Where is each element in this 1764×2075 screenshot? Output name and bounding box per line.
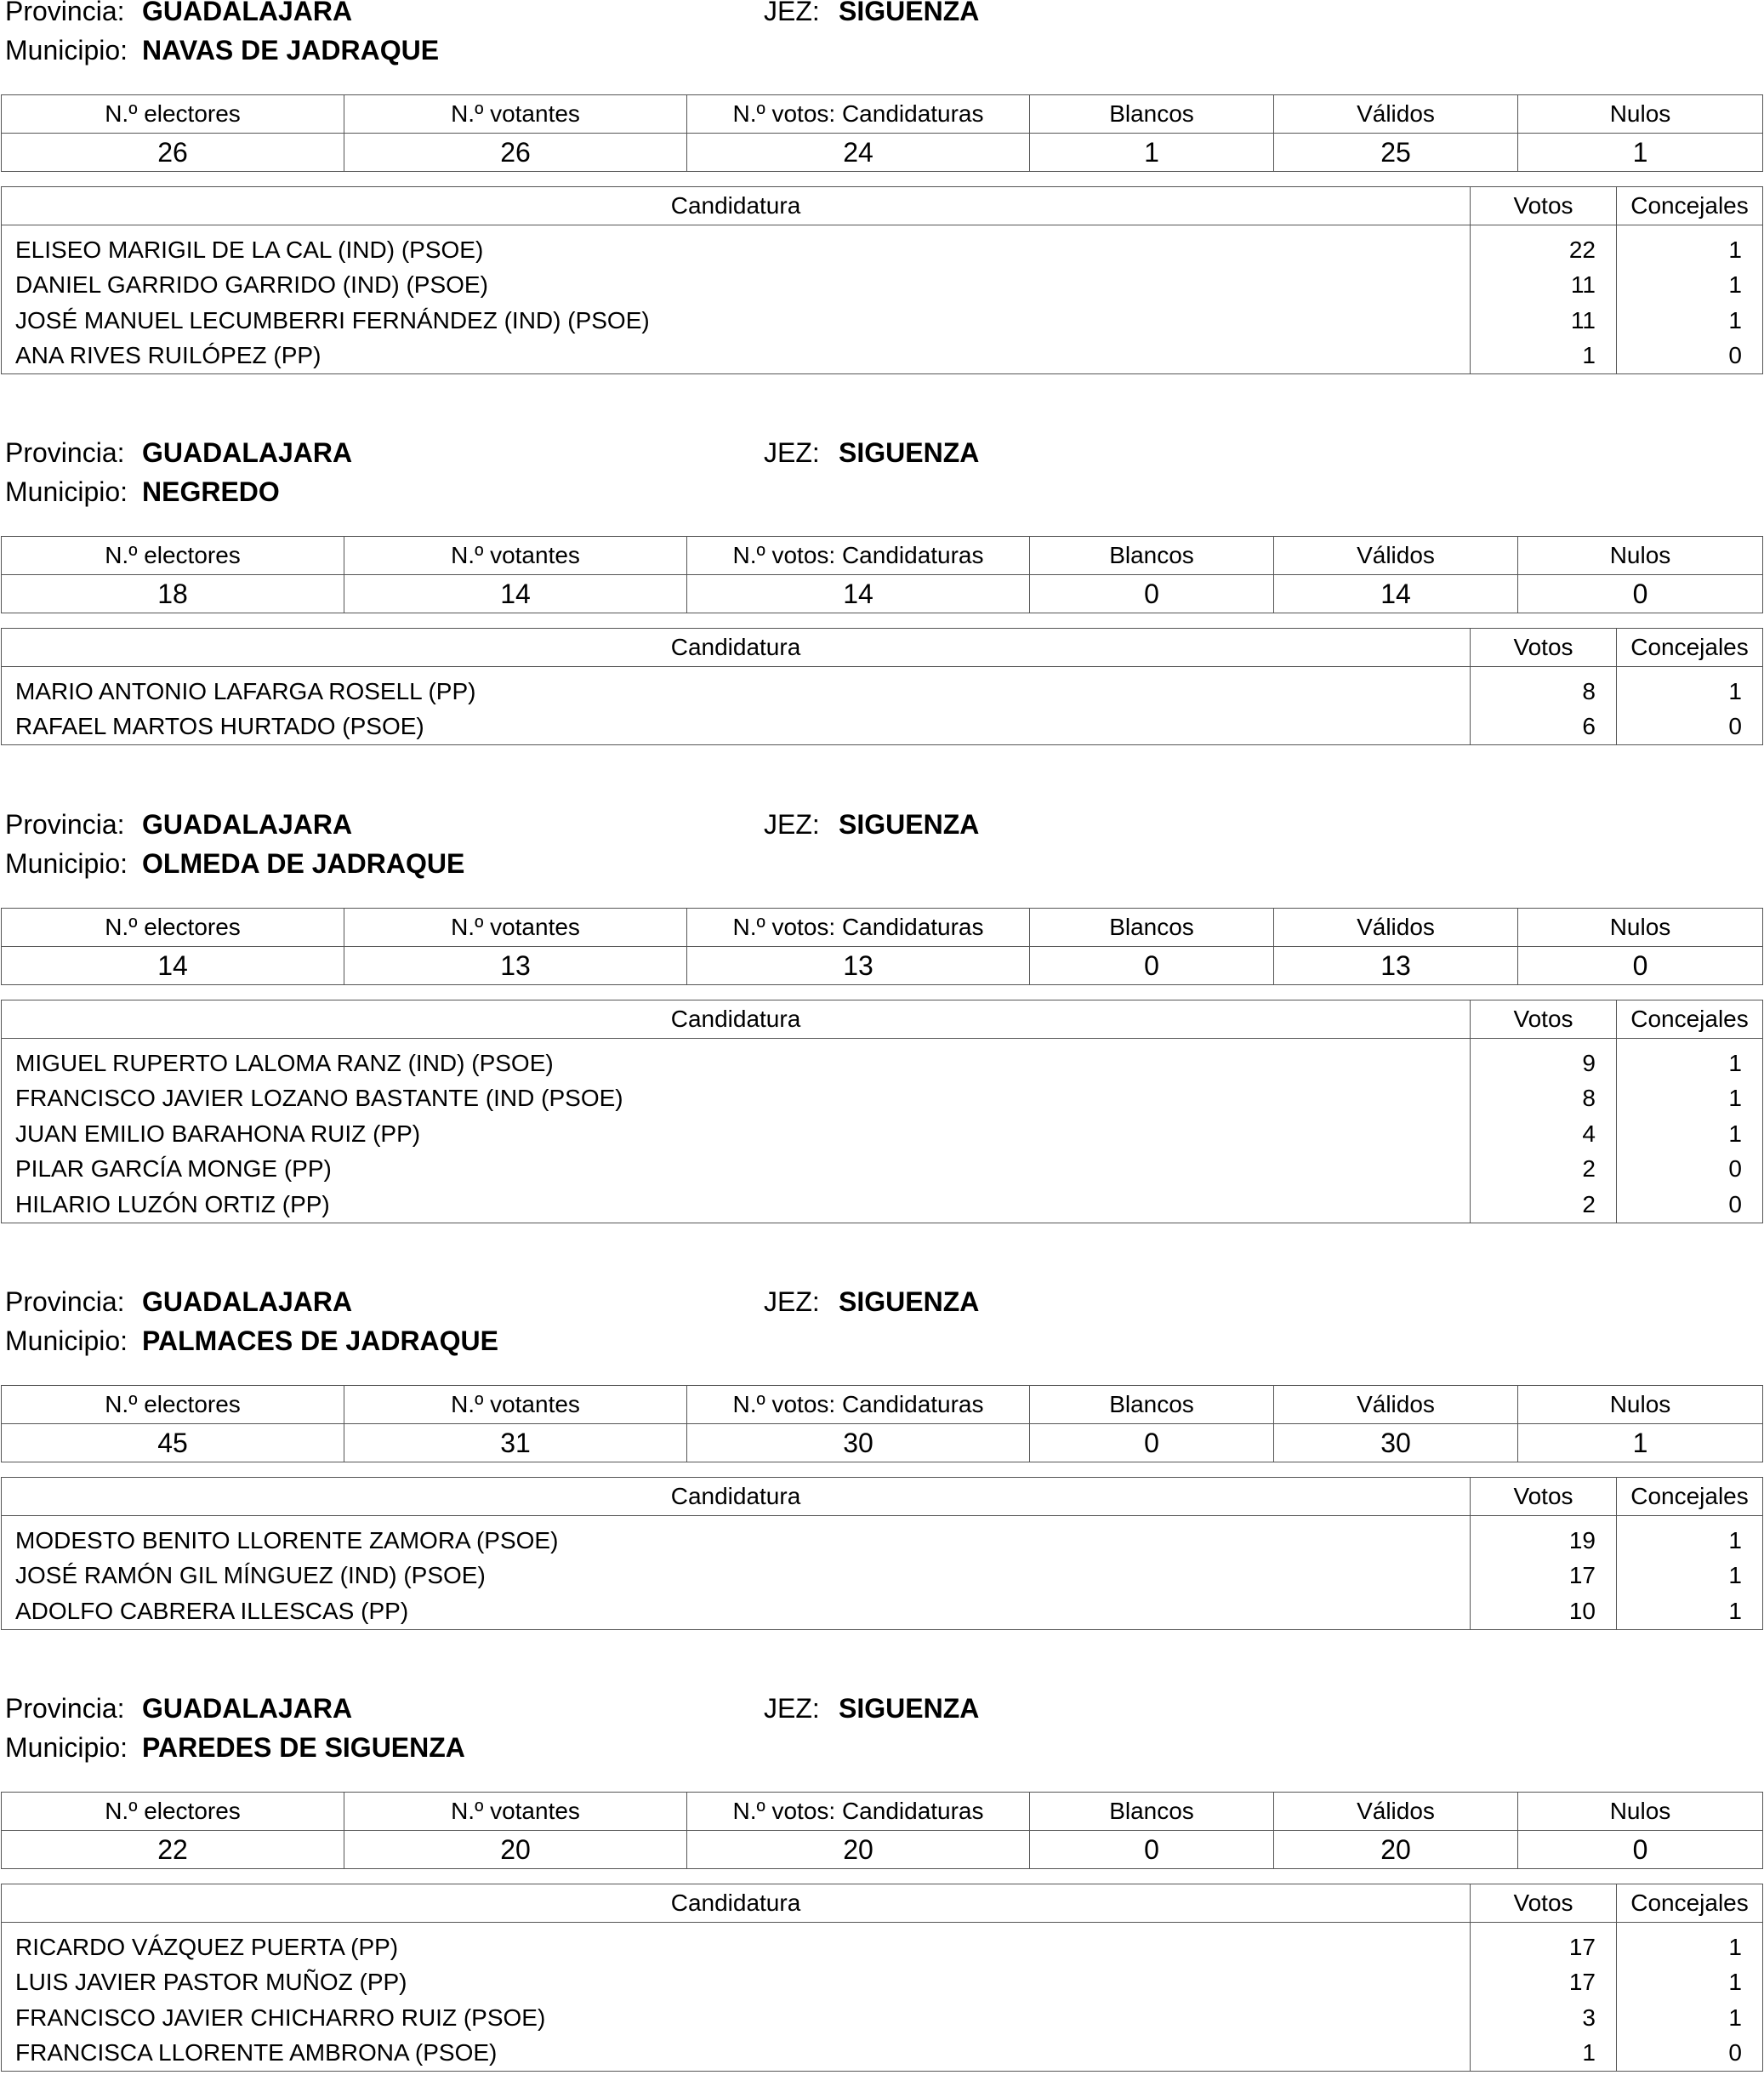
stats-value-row: [2, 947, 1763, 985]
candidate-votos: 8: [1471, 674, 1617, 710]
stats-header-cell: Blancos: [1030, 537, 1274, 575]
stats-value-cell: 14: [344, 575, 687, 613]
stats-header-cell: N.º votantes: [344, 1793, 687, 1831]
provincia-value: GUADALAJARA: [142, 0, 353, 26]
stats-value-cell: 26: [2, 134, 344, 172]
candidate-concejales: 1: [1617, 303, 1763, 339]
candidate-row: [2, 2000, 1763, 2036]
spacer-cell: [1471, 1516, 1617, 1524]
stats-value-cell: 1: [1518, 1424, 1763, 1462]
municipio-value: NAVAS DE JADRAQUE: [142, 35, 440, 66]
stats-header-cell: Válidos: [1274, 909, 1518, 947]
stats-header-cell: N.º electores: [2, 1386, 344, 1424]
candidate-votos: 17: [1471, 1965, 1617, 2001]
provincia-value: GUADALAJARA: [142, 437, 353, 468]
spacer-cell: [2, 1039, 1471, 1046]
candidates-spacer-row: [2, 1516, 1763, 1524]
candidates-header-cell: Votos: [1471, 1000, 1617, 1039]
spacer-cell: [2, 667, 1471, 675]
candidates-header-cell: Candidatura: [2, 187, 1471, 225]
candidates-header-cell: Votos: [1471, 1478, 1617, 1516]
candidate-row: [2, 1593, 1763, 1629]
stats-header-cell: N.º votantes: [344, 1386, 687, 1424]
candidates-header-row: [2, 1478, 1763, 1516]
spacer-cell: [1617, 667, 1763, 675]
header-province-line: [0, 433, 1764, 472]
stats-value-cell: 20: [344, 1831, 687, 1869]
stats-value-row: [2, 1424, 1763, 1462]
candidate-concejales: 1: [1617, 674, 1763, 710]
candidates-spacer-row: [2, 667, 1763, 675]
stats-value-cell: 24: [687, 134, 1030, 172]
stats-value-cell: 0: [1518, 575, 1763, 613]
candidate-concejales: 1: [1617, 1116, 1763, 1152]
provincia-label: Provincia:: [5, 437, 125, 468]
candidate-concejales: 1: [1617, 232, 1763, 268]
candidate-votos: 10: [1471, 1593, 1617, 1629]
candidates-header-cell: Candidatura: [2, 1478, 1471, 1516]
jez-value: SIGUENZA: [839, 1693, 980, 1724]
stats-value-cell: 0: [1518, 1831, 1763, 1869]
candidates-header-cell: Concejales: [1617, 629, 1763, 667]
municipio-value: OLMEDA DE JADRAQUE: [142, 848, 465, 879]
stats-value-cell: 30: [1274, 1424, 1518, 1462]
candidate-name: JUAN EMILIO BARAHONA RUIZ (PP): [2, 1116, 1471, 1152]
candidates-header-cell: Concejales: [1617, 187, 1763, 225]
stats-value-cell: 0: [1030, 1424, 1274, 1462]
spacer-cell: [1471, 667, 1617, 675]
candidate-name: FRANCISCA LLORENTE AMBRONA (PSOE): [2, 2036, 1471, 2072]
candidate-concejales: 0: [1617, 1152, 1763, 1188]
candidate-name: ADOLFO CABRERA ILLESCAS (PP): [2, 1593, 1471, 1629]
candidate-concejales: 1: [1617, 268, 1763, 304]
stats-header-cell: Nulos: [1518, 1386, 1763, 1424]
candidates-spacer-row: [2, 225, 1763, 233]
provincia-value: GUADALAJARA: [142, 1286, 353, 1317]
stats-header-cell: Válidos: [1274, 1793, 1518, 1831]
candidate-name: JOSÉ MANUEL LECUMBERRI FERNÁNDEZ (IND) (PSOE): [2, 303, 1471, 339]
spacer-cell: [2, 1923, 1471, 1930]
candidate-votos: 11: [1471, 303, 1617, 339]
provincia-label: Provincia:: [5, 809, 125, 840]
spacer-cell: [2, 1516, 1471, 1524]
provincia-value: GUADALAJARA: [142, 809, 353, 840]
candidate-name: MARIO ANTONIO LAFARGA ROSELL (PP): [2, 674, 1471, 710]
stats-header-cell: Nulos: [1518, 1793, 1763, 1831]
candidate-name: FRANCISCO JAVIER LOZANO BASTANTE (IND (PSOE): [2, 1081, 1471, 1117]
candidates-header-cell: Votos: [1471, 1884, 1617, 1923]
stats-table: [1, 908, 1763, 985]
provincia-label: Provincia:: [5, 1693, 125, 1724]
stats-header-cell: N.º electores: [2, 537, 344, 575]
header-province-line: [0, 1282, 1764, 1321]
header-municipio-line: [0, 1728, 1764, 1767]
stats-header-cell: Blancos: [1030, 95, 1274, 134]
stats-value-cell: 1: [1030, 134, 1274, 172]
municipio-label: Municipio:: [5, 1325, 128, 1356]
municipio-label: Municipio:: [5, 848, 128, 879]
stats-table: [1, 94, 1763, 172]
stats-header-cell: N.º electores: [2, 909, 344, 947]
candidate-concejales: 1: [1617, 1523, 1763, 1559]
stats-header-row: [2, 1386, 1763, 1424]
candidates-spacer-row: [2, 1923, 1763, 1930]
candidates-header-row: [2, 1000, 1763, 1039]
stats-value-cell: 0: [1030, 947, 1274, 985]
candidate-votos: 19: [1471, 1523, 1617, 1559]
candidate-name: FRANCISCO JAVIER CHICHARRO RUIZ (PSOE): [2, 2000, 1471, 2036]
stats-header-row: [2, 909, 1763, 947]
candidate-name: HILARIO LUZÓN ORTIZ (PP): [2, 1187, 1471, 1223]
candidates-header-cell: Candidatura: [2, 1000, 1471, 1039]
stats-header-cell: Válidos: [1274, 537, 1518, 575]
stats-header-cell: N.º votantes: [344, 537, 687, 575]
candidates-header-cell: Concejales: [1617, 1000, 1763, 1039]
stats-header-cell: Blancos: [1030, 1793, 1274, 1831]
candidate-votos: 4: [1471, 1116, 1617, 1152]
stats-header-cell: Nulos: [1518, 537, 1763, 575]
stats-header-cell: N.º votantes: [344, 909, 687, 947]
candidate-row: [2, 303, 1763, 339]
candidate-name: RICARDO VÁZQUEZ PUERTA (PP): [2, 1930, 1471, 1965]
candidate-row: [2, 1152, 1763, 1188]
stats-header-cell: Válidos: [1274, 1386, 1518, 1424]
spacer-cell: [1471, 225, 1617, 233]
header-municipio-line: [0, 1321, 1764, 1360]
candidate-name: ANA RIVES RUILÓPEZ (PP): [2, 339, 1471, 374]
candidate-concejales: 0: [1617, 2036, 1763, 2072]
municipio-label: Municipio:: [5, 1732, 128, 1763]
candidate-votos: 8: [1471, 1081, 1617, 1117]
candidate-row: [2, 1187, 1763, 1223]
municipio-label: Municipio:: [5, 35, 128, 66]
stats-header-cell: N.º votos: Candidaturas: [687, 95, 1030, 134]
candidate-votos: 1: [1471, 2036, 1617, 2072]
candidate-concejales: 1: [1617, 1930, 1763, 1965]
stats-value-row: [2, 134, 1763, 172]
header-municipio-line: [0, 472, 1764, 511]
stats-value-cell: 13: [687, 947, 1030, 985]
candidate-votos: 9: [1471, 1046, 1617, 1081]
candidate-name: RAFAEL MARTOS HURTADO (PSOE): [2, 710, 1471, 745]
candidate-votos: 2: [1471, 1152, 1617, 1188]
stats-value-cell: 14: [1274, 575, 1518, 613]
candidate-votos: 1: [1471, 339, 1617, 374]
candidate-name: MIGUEL RUPERTO LALOMA RANZ (IND) (PSOE): [2, 1046, 1471, 1081]
stats-value-cell: 13: [1274, 947, 1518, 985]
stats-header-cell: N.º votos: Candidaturas: [687, 1793, 1030, 1831]
stats-value-cell: 20: [1274, 1831, 1518, 1869]
candidates-header-cell: Concejales: [1617, 1884, 1763, 1923]
stats-header-cell: Blancos: [1030, 909, 1274, 947]
jez-label: JEZ:: [764, 0, 820, 26]
spacer-cell: [1617, 225, 1763, 233]
candidate-votos: 2: [1471, 1187, 1617, 1223]
candidate-row: [2, 1523, 1763, 1559]
spacer-cell: [1617, 1039, 1763, 1046]
candidate-concejales: 1: [1617, 2000, 1763, 2036]
candidate-name: JOSÉ RAMÓN GIL MÍNGUEZ (IND) (PSOE): [2, 1559, 1471, 1594]
candidate-name: ELISEO MARIGIL DE LA CAL (IND) (PSOE): [2, 232, 1471, 268]
spacer-cell: [1617, 1516, 1763, 1524]
stats-header-cell: N.º votantes: [344, 95, 687, 134]
candidates-table: [1, 628, 1763, 745]
stats-value-cell: 14: [2, 947, 344, 985]
stats-value-cell: 14: [687, 575, 1030, 613]
candidate-concejales: 1: [1617, 1046, 1763, 1081]
candidates-header-cell: Candidatura: [2, 1884, 1471, 1923]
candidates-header-cell: Votos: [1471, 187, 1617, 225]
jez-label: JEZ:: [764, 809, 820, 840]
stats-value-cell: 25: [1274, 134, 1518, 172]
stats-value-cell: 13: [344, 947, 687, 985]
jez-value: SIGUENZA: [839, 1286, 980, 1317]
candidate-row: [2, 268, 1763, 304]
candidate-row: [2, 1116, 1763, 1152]
jez-label: JEZ:: [764, 1693, 820, 1724]
candidates-table: [1, 1000, 1763, 1223]
stats-header-cell: N.º votos: Candidaturas: [687, 909, 1030, 947]
candidates-table: [1, 186, 1763, 374]
candidate-row: [2, 2036, 1763, 2072]
spacer-cell: [2, 225, 1471, 233]
candidate-votos: 3: [1471, 2000, 1617, 2036]
stats-value-cell: 0: [1518, 947, 1763, 985]
stats-header-cell: Nulos: [1518, 95, 1763, 134]
candidates-table: [1, 1884, 1763, 2072]
stats-header-cell: N.º electores: [2, 1793, 344, 1831]
stats-table: [1, 1385, 1763, 1462]
candidate-name: DANIEL GARRIDO GARRIDO (IND) (PSOE): [2, 268, 1471, 304]
municipio-label: Municipio:: [5, 476, 128, 507]
candidate-row: [2, 232, 1763, 268]
stats-value-cell: 20: [687, 1831, 1030, 1869]
header-municipio-line: [0, 31, 1764, 70]
spacer-cell: [1471, 1923, 1617, 1930]
stats-value-row: [2, 1831, 1763, 1869]
jez-value: SIGUENZA: [839, 437, 980, 468]
candidates-header-row: [2, 187, 1763, 225]
candidate-row: [2, 1081, 1763, 1117]
candidate-concejales: 0: [1617, 339, 1763, 374]
stats-value-cell: 26: [344, 134, 687, 172]
stats-header-row: [2, 95, 1763, 134]
candidate-row: [2, 1930, 1763, 1965]
spacer-cell: [1617, 1923, 1763, 1930]
stats-header-row: [2, 1793, 1763, 1831]
municipio-value: PAREDES DE SIGUENZA: [142, 1732, 465, 1763]
candidate-votos: 22: [1471, 232, 1617, 268]
candidates-table: [1, 1477, 1763, 1630]
stats-value-row: [2, 575, 1763, 613]
candidates-header-row: [2, 629, 1763, 667]
jez-label: JEZ:: [764, 1286, 820, 1317]
candidate-row: [2, 710, 1763, 745]
candidate-concejales: 1: [1617, 1081, 1763, 1117]
header-province-line: [0, 1689, 1764, 1728]
provincia-label: Provincia:: [5, 0, 125, 26]
candidate-row: [2, 1046, 1763, 1081]
stats-value-cell: 45: [2, 1424, 344, 1462]
stats-value-cell: 22: [2, 1831, 344, 1869]
candidates-spacer-row: [2, 1039, 1763, 1046]
stats-table: [1, 536, 1763, 613]
stats-value-cell: 31: [344, 1424, 687, 1462]
stats-value-cell: 18: [2, 575, 344, 613]
header-municipio-line: [0, 844, 1764, 883]
jez-label: JEZ:: [764, 437, 820, 468]
candidate-row: [2, 339, 1763, 374]
candidate-name: MODESTO BENITO LLORENTE ZAMORA (PSOE): [2, 1523, 1471, 1559]
stats-header-row: [2, 537, 1763, 575]
stats-value-cell: 1: [1518, 134, 1763, 172]
stats-table: [1, 1792, 1763, 1869]
candidate-row: [2, 1559, 1763, 1594]
candidate-row: [2, 674, 1763, 710]
jez-value: SIGUENZA: [839, 0, 980, 26]
municipio-value: PALMACES DE JADRAQUE: [142, 1325, 498, 1356]
candidates-header-cell: Concejales: [1617, 1478, 1763, 1516]
candidates-header-cell: Candidatura: [2, 629, 1471, 667]
stats-header-cell: N.º votos: Candidaturas: [687, 1386, 1030, 1424]
candidate-votos: 11: [1471, 268, 1617, 304]
candidates-header-row: [2, 1884, 1763, 1923]
header-province-line: [0, 805, 1764, 844]
header-province-line: [0, 0, 1764, 31]
candidates-header-cell: Votos: [1471, 629, 1617, 667]
stats-header-cell: Nulos: [1518, 909, 1763, 947]
candidate-row: [2, 1965, 1763, 2001]
candidate-concejales: 1: [1617, 1965, 1763, 2001]
candidate-name: PILAR GARCÍA MONGE (PP): [2, 1152, 1471, 1188]
provincia-label: Provincia:: [5, 1286, 125, 1317]
stats-header-cell: N.º electores: [2, 95, 344, 134]
candidate-concejales: 1: [1617, 1593, 1763, 1629]
candidate-votos: 17: [1471, 1930, 1617, 1965]
stats-header-cell: Válidos: [1274, 95, 1518, 134]
candidate-votos: 6: [1471, 710, 1617, 745]
spacer-cell: [1471, 1039, 1617, 1046]
provincia-value: GUADALAJARA: [142, 1693, 353, 1724]
municipio-value: NEGREDO: [142, 476, 280, 507]
candidate-concejales: 0: [1617, 1187, 1763, 1223]
stats-header-cell: Blancos: [1030, 1386, 1274, 1424]
stats-value-cell: 0: [1030, 1831, 1274, 1869]
stats-value-cell: 0: [1030, 575, 1274, 613]
stats-header-cell: N.º votos: Candidaturas: [687, 537, 1030, 575]
candidate-name: LUIS JAVIER PASTOR MUÑOZ (PP): [2, 1965, 1471, 2001]
candidate-votos: 17: [1471, 1559, 1617, 1594]
candidate-concejales: 1: [1617, 1559, 1763, 1594]
stats-value-cell: 30: [687, 1424, 1030, 1462]
candidate-concejales: 0: [1617, 710, 1763, 745]
jez-value: SIGUENZA: [839, 809, 980, 840]
